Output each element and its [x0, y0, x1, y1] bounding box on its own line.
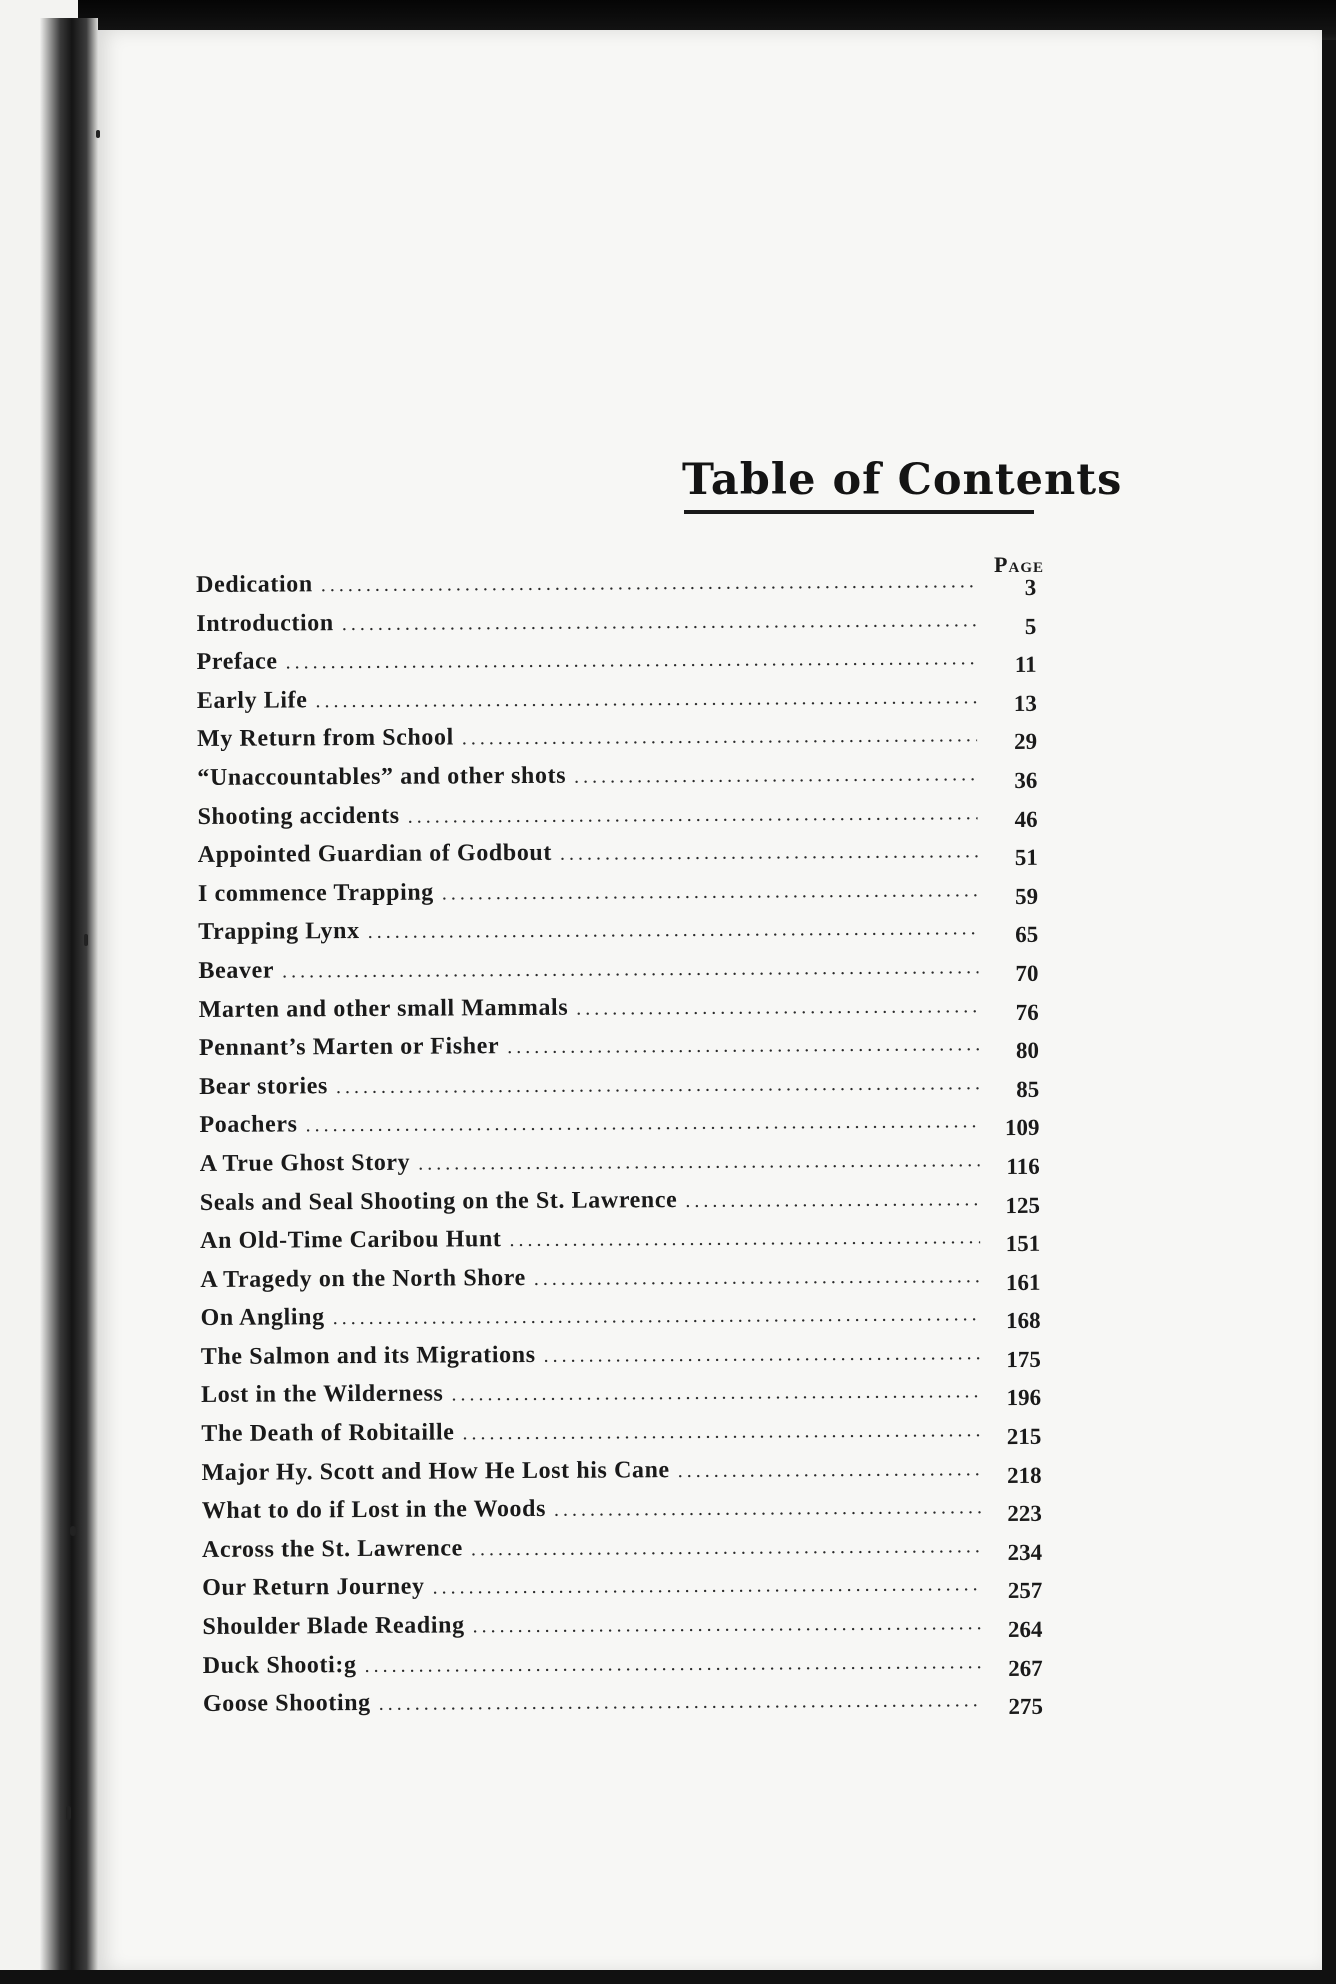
- page-column-heading: Page: [994, 552, 1044, 577]
- toc-entry-title: Trapping Lynx: [198, 918, 360, 946]
- toc-entry-title: Appointed Guardian of Godbout: [197, 839, 553, 869]
- toc-entry: [197, 792, 1037, 836]
- toc-entry-page: 116: [1006, 1153, 1040, 1179]
- toc-leader-dots: [554, 1488, 982, 1529]
- toc-entry-title: Major Hy. Scott and How He Lost his Cane: [201, 1456, 670, 1486]
- toc-leader-dots: [418, 1141, 980, 1183]
- toc-entry: [196, 599, 1036, 643]
- toc-entry-title: Seals and Seal Shooting on the St. Lawrence: [199, 1186, 678, 1216]
- toc-leader-dots: [534, 1257, 981, 1298]
- toc-entry: [203, 1641, 1043, 1685]
- toc-leader-dots: [432, 1566, 982, 1608]
- toc-entry: [197, 754, 1037, 798]
- toc-entry: [196, 638, 1036, 682]
- scan-speck: [84, 934, 88, 946]
- toc-entry-title: Goose Shooting: [202, 1690, 371, 1718]
- toc-leader-dots: [342, 601, 977, 643]
- toc-entry-page: 234: [1007, 1539, 1043, 1565]
- toc-entry: [198, 947, 1038, 991]
- toc-entry-title: Bear stories: [199, 1072, 328, 1100]
- toc-leader-dots: [574, 755, 977, 796]
- toc-entry-page: 151: [1005, 1230, 1041, 1257]
- toc-entry: [202, 1526, 1042, 1570]
- toc-leader-dots: [560, 832, 978, 873]
- toc-entry: [198, 908, 1038, 952]
- toc-entry: [200, 1294, 1040, 1338]
- toc-entry-page: 11: [1014, 652, 1037, 678]
- toc-entry: [202, 1603, 1042, 1647]
- toc-entry-page: 267: [1008, 1655, 1043, 1681]
- toc-entry-title: On Angling: [200, 1304, 325, 1332]
- toc-entry-page: 5: [1024, 613, 1037, 639]
- toc-entry-page: 46: [1014, 806, 1038, 832]
- toc-leader-dots: [321, 562, 977, 605]
- toc-entry-title: Early Life: [196, 687, 308, 714]
- toc-entry-page: 218: [1006, 1462, 1042, 1488]
- book-spine-shadow: [40, 18, 98, 1973]
- page-title: Table of Contents: [682, 455, 1123, 505]
- toc-entry: [199, 985, 1039, 1029]
- scan-right-border: [1322, 40, 1336, 1984]
- toc-entry-page: 175: [1006, 1346, 1041, 1372]
- toc-leader-dots: [685, 1180, 980, 1220]
- toc-entry: [198, 831, 1038, 875]
- toc-entry-page: 196: [1006, 1385, 1042, 1411]
- toc-entry-title: Poachers: [199, 1111, 298, 1139]
- toc-entry: [200, 1140, 1040, 1184]
- toc-entry-page: 85: [1016, 1076, 1040, 1102]
- toc-entry-page: 65: [1015, 922, 1039, 948]
- toc-entry-page: 36: [1014, 767, 1038, 793]
- toc-entry: [199, 1063, 1039, 1107]
- toc-entry: [196, 561, 1036, 605]
- toc-entry-page: 70: [1015, 960, 1039, 986]
- toc-entry-page: 80: [1015, 1037, 1040, 1064]
- toc-leader-dots: [576, 987, 979, 1028]
- toc-entry-page: 13: [1013, 690, 1037, 716]
- toc-entry-title: What to do if Lost in the Woods: [201, 1496, 547, 1525]
- toc-entry: [202, 1564, 1042, 1608]
- toc-leader-dots: [286, 639, 977, 682]
- toc-leader-dots: [368, 910, 979, 952]
- toc-leader-dots: [507, 1025, 979, 1066]
- toc-entry-page: 51: [1014, 845, 1038, 871]
- toc-leader-dots: [305, 1103, 979, 1146]
- toc-leader-dots: [543, 1334, 980, 1375]
- toc-entry-title: Preface: [196, 648, 278, 676]
- toc-entry-title: I commence Trapping: [197, 879, 434, 907]
- toc-entry-title: Our Return Journey: [202, 1574, 425, 1602]
- toc-entry-page: 125: [1005, 1192, 1040, 1218]
- toc-entry-page: 223: [1007, 1501, 1042, 1527]
- toc-entry-page: 264: [1007, 1616, 1043, 1643]
- toc-entry-title: The Death of Robitaille: [201, 1419, 455, 1448]
- toc-leader-dots: [442, 871, 978, 913]
- toc-entry-page: 168: [1006, 1308, 1041, 1334]
- toc-leader-dots: [282, 948, 979, 991]
- toc-entry: [201, 1410, 1041, 1454]
- toc-entry: [203, 1680, 1043, 1724]
- toc-entry-title: My Return from School: [196, 724, 454, 753]
- toc-entry-page: 29: [1014, 729, 1038, 755]
- toc-entry: [201, 1371, 1041, 1415]
- toc-entry: [201, 1449, 1041, 1493]
- toc-leader-dots: [364, 1643, 982, 1685]
- toc-entry-page: 161: [1005, 1269, 1041, 1295]
- toc-title-block: [682, 454, 1123, 514]
- toc-entry: [200, 1217, 1040, 1261]
- toc-entry: [200, 1256, 1040, 1300]
- toc-leader-dots: [473, 1604, 983, 1646]
- toc-entry: [202, 1487, 1042, 1531]
- toc-leader-dots: [408, 794, 978, 836]
- toc-entry-title: Shoulder Blade Reading: [202, 1612, 465, 1641]
- toc-leader-dots: [471, 1527, 982, 1569]
- toc-entry-title: An Old-Time Caribou Hunt: [200, 1226, 502, 1255]
- toc-leader-dots: [336, 1064, 979, 1107]
- toc-entry-title: Beaver: [198, 957, 275, 984]
- toc-entry-title: Dedication: [196, 571, 313, 598]
- scan-bottom-border: [0, 1970, 1336, 1984]
- toc-entry: [199, 1024, 1039, 1068]
- toc-entry: [200, 1178, 1040, 1222]
- scan-speck: [66, 1806, 71, 1820]
- toc-entry-page: 76: [1015, 999, 1039, 1025]
- toc-leader-dots: [678, 1450, 982, 1490]
- toc-leader-dots: [379, 1681, 983, 1723]
- toc-entry: [201, 1333, 1041, 1377]
- toc-leader-dots: [509, 1218, 980, 1259]
- toc-entry: [198, 870, 1038, 914]
- toc-entry-page: 257: [1007, 1578, 1043, 1604]
- toc-entry-page: 109: [1004, 1115, 1040, 1141]
- toc-leader-dots: [462, 717, 977, 759]
- toc-entry-title: Across the St. Lawrence: [201, 1535, 463, 1563]
- toc-leader-dots: [315, 678, 977, 721]
- toc-entry-title: A True Ghost Story: [199, 1149, 411, 1177]
- toc-entry-title: The Salmon and its Migrations: [200, 1341, 536, 1370]
- scan-speck: [96, 130, 100, 138]
- toc-list: [196, 561, 1043, 1724]
- toc-entry-page: 215: [1006, 1423, 1042, 1450]
- toc-entry: [197, 677, 1037, 721]
- scan-speck: [70, 1526, 76, 1536]
- toc-entry-title: A Tragedy on the North Shore: [200, 1264, 526, 1293]
- toc-entry-title: Introduction: [196, 609, 334, 637]
- toc-leader-dots: [451, 1373, 981, 1415]
- toc-entry-title: Pennant’s Marten or Fisher: [198, 1033, 500, 1062]
- toc-leader-dots: [462, 1411, 981, 1453]
- toc-entry: [197, 715, 1037, 759]
- toc-leader-dots: [333, 1296, 981, 1339]
- toc-entry-title: Lost in the Wilderness: [200, 1380, 444, 1409]
- toc-entry-title: Marten and other small Mammals: [198, 994, 569, 1023]
- toc-entry-title: “Unaccountables” and other shots: [197, 762, 567, 791]
- title-underline: [684, 510, 1034, 514]
- toc-entry-page: 59: [1014, 883, 1039, 909]
- toc-entry-page: 3: [1024, 574, 1037, 600]
- toc-entry-title: Shooting accidents: [197, 802, 400, 830]
- toc-entry-page: 275: [1008, 1694, 1044, 1720]
- toc-entry: [199, 1101, 1039, 1145]
- toc-entry-title: Duck Shooti:g: [202, 1651, 357, 1679]
